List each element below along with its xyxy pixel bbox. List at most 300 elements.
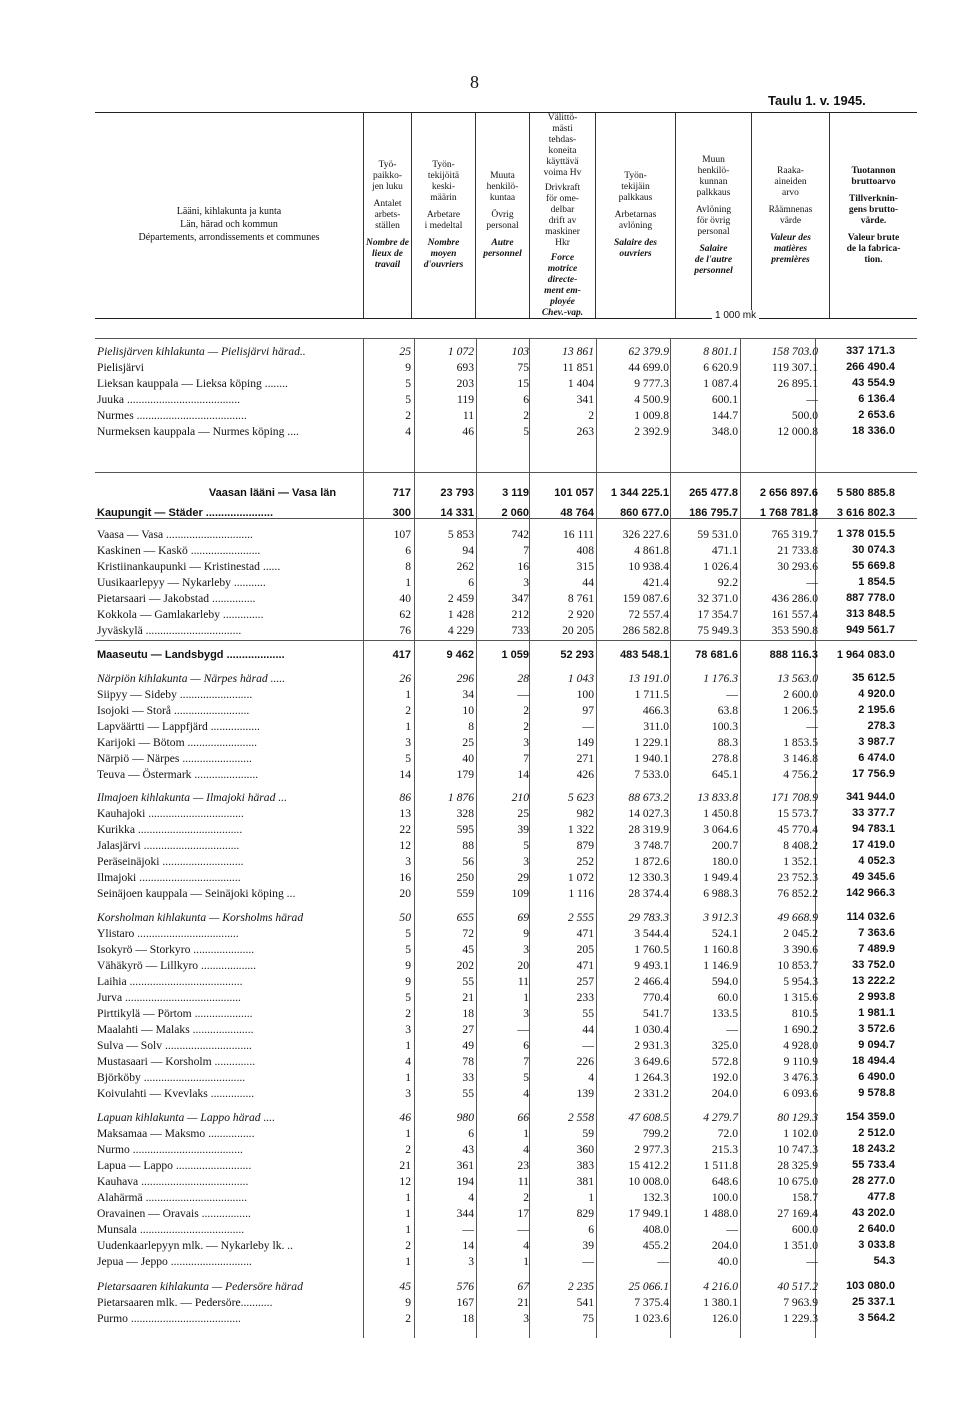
cell-col3: 1	[523, 1255, 529, 1268]
cell-col4: 360	[576, 1143, 594, 1156]
cell-col1: 13	[399, 807, 411, 820]
page-number: 8	[470, 72, 479, 92]
cell-col6: 92.2	[717, 576, 738, 589]
cell-col5: 3 649.6	[634, 1055, 669, 1068]
cell-col1: 1	[405, 1191, 411, 1204]
cell-col4: 5 623	[567, 791, 594, 804]
cell-col1: 1	[405, 1039, 411, 1052]
cell-col5: 770.4	[642, 991, 669, 1004]
cell-col2: 72	[462, 927, 474, 940]
cell-col7: 119 307.1	[772, 361, 818, 374]
cell-col6: 78 681.6	[695, 649, 738, 661]
table-row	[0, 687, 960, 702]
cell-col3: 69	[517, 911, 529, 924]
cell-col8: 9 578.8	[858, 1087, 895, 1099]
cell-col1: 5	[405, 377, 411, 390]
cell-col5: 1 229.1	[634, 736, 669, 749]
cell-col4: 341	[576, 393, 594, 406]
cell-col6: 278.8	[711, 752, 738, 765]
cell-col2: 344	[456, 1207, 474, 1220]
cell-col5: 25 066.1	[628, 1280, 669, 1293]
cell-col7: 1 351.0	[783, 1239, 818, 1252]
cell-col4: —	[582, 1255, 594, 1268]
cell-col7: 1 315.6	[783, 991, 818, 1004]
cell-col1: 3	[405, 1087, 411, 1100]
cell-col3: 5	[523, 839, 529, 852]
cell-col4: 426	[576, 768, 594, 781]
table-row	[0, 1295, 960, 1310]
cell-col3: 11	[517, 1175, 529, 1188]
cell-col7: 27 169.4	[777, 1207, 818, 1220]
cell-col1: 12	[399, 1175, 411, 1188]
cell-col5: 1 344 225.1	[610, 487, 669, 499]
cell-col8: 3 987.7	[858, 736, 895, 748]
row-name: Ilmajoen kihlakunta — Ilmajoki härad ...	[97, 791, 287, 804]
cell-col8: 33 752.0	[852, 959, 895, 971]
cell-col3: 23	[517, 1159, 529, 1172]
cell-col4: 149	[576, 736, 594, 749]
cell-col3: 3	[523, 1007, 529, 1020]
cell-col2: 179	[456, 768, 474, 781]
cell-col3: 9	[523, 927, 529, 940]
cell-col2: 21	[462, 991, 474, 1004]
row-name: Ilmajoki ...................................	[97, 871, 241, 884]
cell-col8: 18 494.4	[852, 1055, 895, 1067]
cell-col8: 30 074.3	[852, 544, 895, 556]
cell-col3: 15	[517, 377, 529, 390]
cell-col3: 17	[517, 1207, 529, 1220]
cell-col3: 3	[523, 943, 529, 956]
cell-col8: 28 277.0	[852, 1175, 895, 1187]
row-name: Lieksan kauppala — Lieksa köping ........	[97, 377, 288, 390]
cell-col8: 55 669.8	[852, 560, 895, 572]
cell-col6: 471.1	[711, 544, 738, 557]
cell-col8: 17 756.9	[852, 768, 895, 780]
cell-col2: 55	[462, 1087, 474, 1100]
table-row	[0, 1222, 960, 1237]
cell-col2: 693	[456, 361, 474, 374]
cell-col3: —	[517, 1223, 529, 1236]
table-row	[0, 942, 960, 957]
cell-col4: 100	[576, 688, 594, 701]
cell-col1: 2	[405, 1007, 411, 1020]
table-row	[0, 623, 960, 638]
cell-col2: 18	[462, 1312, 474, 1325]
table-row	[0, 671, 960, 686]
header-power: Välittö- mästi tehdas- koneita käyttävä voima Hv Drivkraft för ome- delbar drift av maskiner Hkr Force motrice directe- ment em- ployée Chev.-vap.	[529, 113, 595, 318]
cell-col1: 25	[399, 345, 411, 358]
table-row	[0, 1038, 960, 1053]
cell-col1: 2	[405, 409, 411, 422]
cell-col6: 204.0	[711, 1239, 738, 1252]
cell-col2: 18	[462, 1007, 474, 1020]
cell-col5: 3 748.7	[634, 839, 669, 852]
row-name: Kaupungit — Städer ......................	[97, 507, 274, 519]
cell-col1: 5	[405, 943, 411, 956]
cell-col6: 32 371.0	[697, 592, 738, 605]
cell-col8: 2 512.0	[858, 1127, 895, 1139]
table-row	[0, 854, 960, 869]
table-row	[0, 408, 960, 423]
cell-col1: 45	[399, 1280, 411, 1293]
cell-col5: 7 533.0	[634, 768, 669, 781]
row-separator	[95, 338, 917, 339]
cell-col1: 1	[405, 1255, 411, 1268]
cell-col2: 49	[462, 1039, 474, 1052]
cell-col2: 11	[462, 409, 474, 422]
cell-col6: 572.8	[711, 1055, 738, 1068]
cell-col4: 8 761	[567, 592, 594, 605]
table-header	[95, 112, 917, 319]
cell-col1: 417	[392, 649, 411, 661]
cell-col2: 361	[456, 1159, 474, 1172]
cell-col1: 1	[405, 688, 411, 701]
row-name: Pietarsaaren kihlakunta — Pedersöre härad	[97, 1280, 303, 1293]
cell-col6: 524.1	[711, 927, 738, 940]
cell-col2: 55	[462, 975, 474, 988]
cell-col7: 40 517.2	[777, 1280, 818, 1293]
cell-col1: 4	[405, 1055, 411, 1068]
cell-col7: 1 206.5	[783, 704, 818, 717]
table-row	[0, 527, 960, 542]
cell-col2: 5 853	[447, 528, 474, 541]
header-wages-other: Muun henkilö- kunnan palkkaus Avlöning för övrig personal Salaire de l'autre personnel	[675, 113, 751, 318]
cell-col6: 180.0	[711, 855, 738, 868]
cell-col2: 9 462	[446, 649, 474, 661]
cell-col2: 119	[457, 393, 474, 406]
unit-label: 1 000 mk	[712, 310, 759, 321]
cell-col5: 326 227.6	[622, 528, 669, 541]
table-row	[0, 1070, 960, 1085]
table-row	[0, 424, 960, 439]
cell-col3: 39	[517, 823, 529, 836]
cell-col7: 21 733.8	[777, 544, 818, 557]
table-row	[0, 806, 960, 821]
cell-col1: 2	[405, 704, 411, 717]
cell-col4: 879	[576, 839, 594, 852]
row-name: Teuva — Östermark ......................	[97, 768, 259, 781]
cell-col7: 3 476.3	[783, 1071, 818, 1084]
cell-col5: 13 191.0	[628, 672, 669, 685]
row-name: Korsholman kihlakunta — Korsholms härad	[97, 911, 304, 924]
cell-col2: 559	[456, 887, 474, 900]
cell-col1: 5	[405, 393, 411, 406]
cell-col7: 3 390.6	[783, 943, 818, 956]
cell-col8: 13 222.2	[852, 975, 895, 987]
cell-col4: 982	[576, 807, 594, 820]
cell-col2: 1 072	[447, 345, 474, 358]
cell-col8: 4 920.0	[858, 688, 895, 700]
cell-col6: 100.0	[711, 1191, 738, 1204]
header-workers: Työn- tekijöitä keski- määrin Arbetare i medeltal Nombre moyen d'ouvriers	[411, 113, 475, 318]
cell-col4: 52 293	[560, 649, 594, 661]
cell-col2: 78	[462, 1055, 474, 1068]
cell-col1: 2	[405, 1239, 411, 1252]
table-row	[0, 1006, 960, 1021]
cell-col7: 1 352.1	[783, 855, 818, 868]
cell-col7: 1 229.3	[783, 1312, 818, 1325]
cell-col2: 4	[468, 1191, 474, 1204]
row-name: Pietarsaari — Jakobstad ...............	[97, 592, 256, 605]
cell-col8: 6 474.0	[858, 752, 895, 764]
cell-col8: 4 052.3	[858, 855, 895, 867]
row-name: Oravainen — Oravais .................	[97, 1207, 251, 1220]
cell-col7: 888 116.3	[769, 649, 818, 661]
cell-col7: 49 668.9	[777, 911, 818, 924]
table-row	[0, 607, 960, 622]
cell-col7: 436 286.0	[771, 592, 818, 605]
cell-col7: 7 963.9	[783, 1296, 818, 1309]
cell-col8: 2 195.6	[858, 704, 895, 716]
cell-col3: 212	[511, 608, 529, 621]
cell-col4: 1 043	[567, 672, 594, 685]
cell-col2: 296	[456, 672, 474, 685]
cell-col8: 3 033.8	[858, 1239, 895, 1251]
cell-col8: 2 653.6	[858, 409, 895, 421]
row-name: Kauhajoki .................................	[97, 807, 244, 820]
cell-col6: 1 949.4	[703, 871, 738, 884]
cell-col6: 13 833.8	[697, 791, 738, 804]
cell-col3: 1	[523, 1127, 529, 1140]
cell-col2: 25	[462, 736, 474, 749]
cell-col5: 2 392.9	[634, 425, 669, 438]
cell-col6: 186 795.7	[689, 507, 738, 519]
row-name: Nurmeksen kauppala — Nurmes köping ....	[97, 425, 299, 438]
cell-col2: 33	[462, 1071, 474, 1084]
table-row	[0, 1190, 960, 1205]
cell-col1: 86	[399, 791, 411, 804]
row-name: Kurikka ....................................	[97, 823, 243, 836]
row-name: Munsala ....................................	[97, 1223, 245, 1236]
cell-col1: 50	[399, 911, 411, 924]
cell-col4: 471	[576, 959, 594, 972]
cell-col2: 14 331	[440, 507, 474, 519]
cell-col6: 40.0	[717, 1255, 738, 1268]
cell-col2: 4 229	[447, 624, 474, 637]
cell-col7: 4 756.2	[783, 768, 818, 781]
table-row	[0, 926, 960, 941]
cell-col8: 94 783.1	[852, 823, 895, 835]
table-row	[0, 486, 960, 501]
cell-col6: —	[726, 688, 738, 701]
cell-col8: 949 561.7	[846, 624, 895, 636]
row-name: Isojoki — Storå ..........................	[97, 704, 250, 717]
table-row	[0, 392, 960, 407]
cell-col8: 25 337.1	[852, 1296, 895, 1308]
cell-col6: 594.0	[711, 975, 738, 988]
cell-col3: 733	[511, 624, 529, 637]
cell-col8: 154 359.0	[846, 1111, 895, 1123]
cell-col8: 43 554.9	[852, 377, 895, 389]
cell-col8: 337 171.3	[846, 345, 895, 357]
cell-col1: 14	[399, 768, 411, 781]
cell-col4: 97	[582, 704, 594, 717]
cell-col4: 381	[576, 1175, 594, 1188]
row-name: Närpiön kihlakunta — Närpes härad .....	[97, 672, 286, 685]
cell-col7: 8 408.2	[783, 839, 818, 852]
cell-col2: 262	[456, 560, 474, 573]
cell-col4: 471	[576, 927, 594, 940]
cell-col7: 45 770.4	[777, 823, 818, 836]
cell-col6: —	[726, 1223, 738, 1236]
row-separator	[95, 518, 917, 519]
cell-col4: 2	[588, 409, 594, 422]
table-row	[0, 1086, 960, 1101]
cell-col3: 3	[523, 576, 529, 589]
table-row	[0, 870, 960, 885]
cell-col3: 4	[523, 1239, 529, 1252]
cell-col2: 2 459	[447, 592, 474, 605]
cell-col5: 28 374.4	[628, 887, 669, 900]
cell-col3: 210	[511, 791, 529, 804]
cell-col6: 8 801.1	[703, 345, 738, 358]
row-name: Laihia .......................................	[97, 975, 243, 988]
cell-col8: 3 616 802.3	[836, 507, 895, 519]
row-name: Kristiinankaupunki — Kristinestad ......	[97, 560, 281, 573]
cell-col4: 2 235	[567, 1280, 594, 1293]
cell-col8: 114 032.6	[846, 911, 895, 923]
cell-col5: 17 949.1	[628, 1207, 669, 1220]
cell-col1: 300	[392, 507, 411, 519]
cell-col5: 311.0	[643, 720, 669, 733]
cell-col4: 252	[576, 855, 594, 868]
header-region	[95, 113, 363, 318]
cell-col8: 17 419.0	[852, 839, 895, 851]
cell-col7: 161 557.4	[771, 608, 818, 621]
cell-col4: 1	[588, 1191, 594, 1204]
cell-col4: 1 116	[568, 887, 594, 900]
cell-col5: 286 582.8	[622, 624, 669, 637]
row-name: Ylistaro ...................................	[97, 927, 239, 940]
cell-col4: 233	[576, 991, 594, 1004]
cell-col2: 1 428	[447, 608, 474, 621]
cell-col4: 541	[576, 1296, 594, 1309]
cell-col8: 9 094.7	[858, 1039, 895, 1051]
cell-col2: 34	[462, 688, 474, 701]
cell-col8: 18 336.0	[852, 425, 895, 437]
cell-col1: 22	[399, 823, 411, 836]
cell-col6: 200.7	[711, 839, 738, 852]
cell-col4: —	[582, 1039, 594, 1052]
cell-col7: 5 954.3	[783, 975, 818, 988]
cell-col6: 1 511.8	[703, 1159, 738, 1172]
cell-col6: 3 064.6	[703, 823, 738, 836]
cell-col6: 60.0	[717, 991, 738, 1004]
cell-col1: 5	[405, 752, 411, 765]
row-name: Jyväskylä .................................	[97, 624, 242, 637]
cell-col3: 7	[523, 544, 529, 557]
table-row	[0, 1126, 960, 1141]
cell-col7: 76 852.2	[777, 887, 818, 900]
cell-col2: 576	[456, 1280, 474, 1293]
cell-col1: 20	[399, 887, 411, 900]
cell-col3: 6	[523, 393, 529, 406]
cell-col7: 1 768 781.8	[759, 507, 818, 519]
cell-col6: 215.3	[711, 1143, 738, 1156]
cell-col1: 5	[405, 991, 411, 1004]
cell-col8: 7 363.6	[858, 927, 895, 939]
row-name: Nurmes ......................................	[97, 409, 247, 422]
cell-col5: 9 777.3	[634, 377, 669, 390]
header-wages-workers: Työn- tekijäin palkkaus Arbetarnas avlöning Salaire des ouvriers	[595, 113, 675, 318]
row-name: Lapua — Lappo ..........................	[97, 1159, 252, 1172]
cell-col6: 75 949.3	[697, 624, 738, 637]
cell-col1: 9	[405, 959, 411, 972]
cell-col1: 12	[399, 839, 411, 852]
cell-col6: 648.6	[711, 1175, 738, 1188]
cell-col8: 33 377.7	[852, 807, 895, 819]
cell-col5: 2 466.4	[634, 975, 669, 988]
cell-col5: 159 087.6	[622, 592, 669, 605]
cell-col5: 421.4	[642, 576, 669, 589]
cell-col7: 6 093.6	[783, 1087, 818, 1100]
cell-col3: —	[517, 1023, 529, 1036]
cell-col6: 1 488.0	[703, 1207, 738, 1220]
cell-col3: 16	[517, 560, 529, 573]
row-name: Kaskinen — Kaskö ........................	[97, 544, 261, 557]
cell-col5: 1 872.6	[634, 855, 669, 868]
row-name: Kauhava .....................................	[97, 1175, 249, 1188]
cell-col6: 144.7	[711, 409, 738, 422]
cell-col7: 15 573.7	[777, 807, 818, 820]
header-other-staff: Muuta henkilö- kuntaa Övrig personal Autre personnel	[475, 113, 529, 318]
table-row	[0, 767, 960, 782]
header-region-text: Lääni, kihlakunta ja kunta Län, härad och kommun Départements, arrondissements et communes	[138, 206, 320, 243]
table-row	[0, 1158, 960, 1173]
table-row	[0, 559, 960, 574]
cell-col6: 126.0	[711, 1312, 738, 1325]
cell-col6: 325.0	[711, 1039, 738, 1052]
cell-col1: 62	[399, 608, 411, 621]
cell-col2: 6	[468, 576, 474, 589]
row-name: Jepua — Jeppo ............................	[97, 1255, 252, 1268]
cell-col1: 6	[405, 544, 411, 557]
cell-col5: 132.3	[642, 1191, 669, 1204]
cell-col4: 2 558	[567, 1111, 594, 1124]
cell-col6: 4 279.7	[703, 1111, 738, 1124]
cell-col4: 383	[576, 1159, 594, 1172]
cell-col1: 3	[405, 1023, 411, 1036]
cell-col8: 3 572.6	[858, 1023, 895, 1035]
cell-col6: 1 450.8	[703, 807, 738, 820]
cell-col1: 9	[405, 361, 411, 374]
table-row	[0, 958, 960, 973]
cell-col7: 30 293.6	[777, 560, 818, 573]
cell-col7: 765 319.7	[771, 528, 818, 541]
cell-col5: 10 938.4	[628, 560, 669, 573]
table-row	[0, 822, 960, 837]
cell-col7: 3 146.8	[783, 752, 818, 765]
cell-col2: 56	[462, 855, 474, 868]
cell-col3: 66	[517, 1111, 529, 1124]
cell-col8: 1 964 083.0	[836, 649, 895, 661]
cell-col2: 328	[456, 807, 474, 820]
row-name: Närpiö — Närpes ........................	[97, 752, 252, 765]
cell-col1: 3	[405, 855, 411, 868]
cell-col6: 100.3	[711, 720, 738, 733]
row-name: Maalahti — Malaks .....................	[97, 1023, 254, 1036]
cell-col5: 1 009.8	[634, 409, 669, 422]
table-row	[0, 974, 960, 989]
cell-col7: 1 853.5	[783, 736, 818, 749]
cell-col5: 1 711.5	[634, 688, 669, 701]
cell-col7: 171 708.9	[771, 791, 818, 804]
cell-col5: 3 544.4	[634, 927, 669, 940]
cell-col7: 26 895.1	[777, 377, 818, 390]
table-row	[0, 1022, 960, 1037]
cell-col8: 313 848.5	[846, 608, 895, 620]
cell-col7: 4 928.0	[783, 1039, 818, 1052]
